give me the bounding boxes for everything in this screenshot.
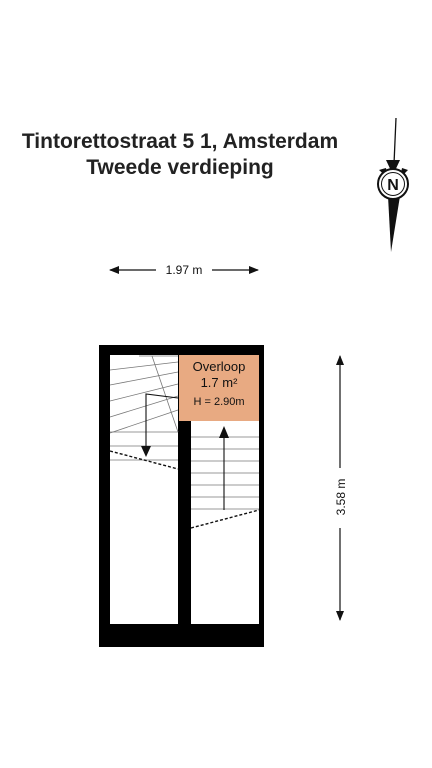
width-label: 1.97 m xyxy=(165,263,203,277)
compass-icon xyxy=(378,118,408,252)
room-ceiling-height: H = 2.90m xyxy=(193,396,245,408)
height-dimension xyxy=(334,356,348,620)
floor-title: Tweede verdieping xyxy=(86,156,274,179)
room-area: 1.7 m² xyxy=(200,375,238,390)
address-title: Tintorettostraat 5 1, Amsterdam xyxy=(21,130,339,153)
compass-label: N xyxy=(387,177,399,194)
room-name: Overloop xyxy=(192,359,246,374)
height-label: 3.58 m xyxy=(334,478,348,516)
width-dimension xyxy=(110,263,258,277)
